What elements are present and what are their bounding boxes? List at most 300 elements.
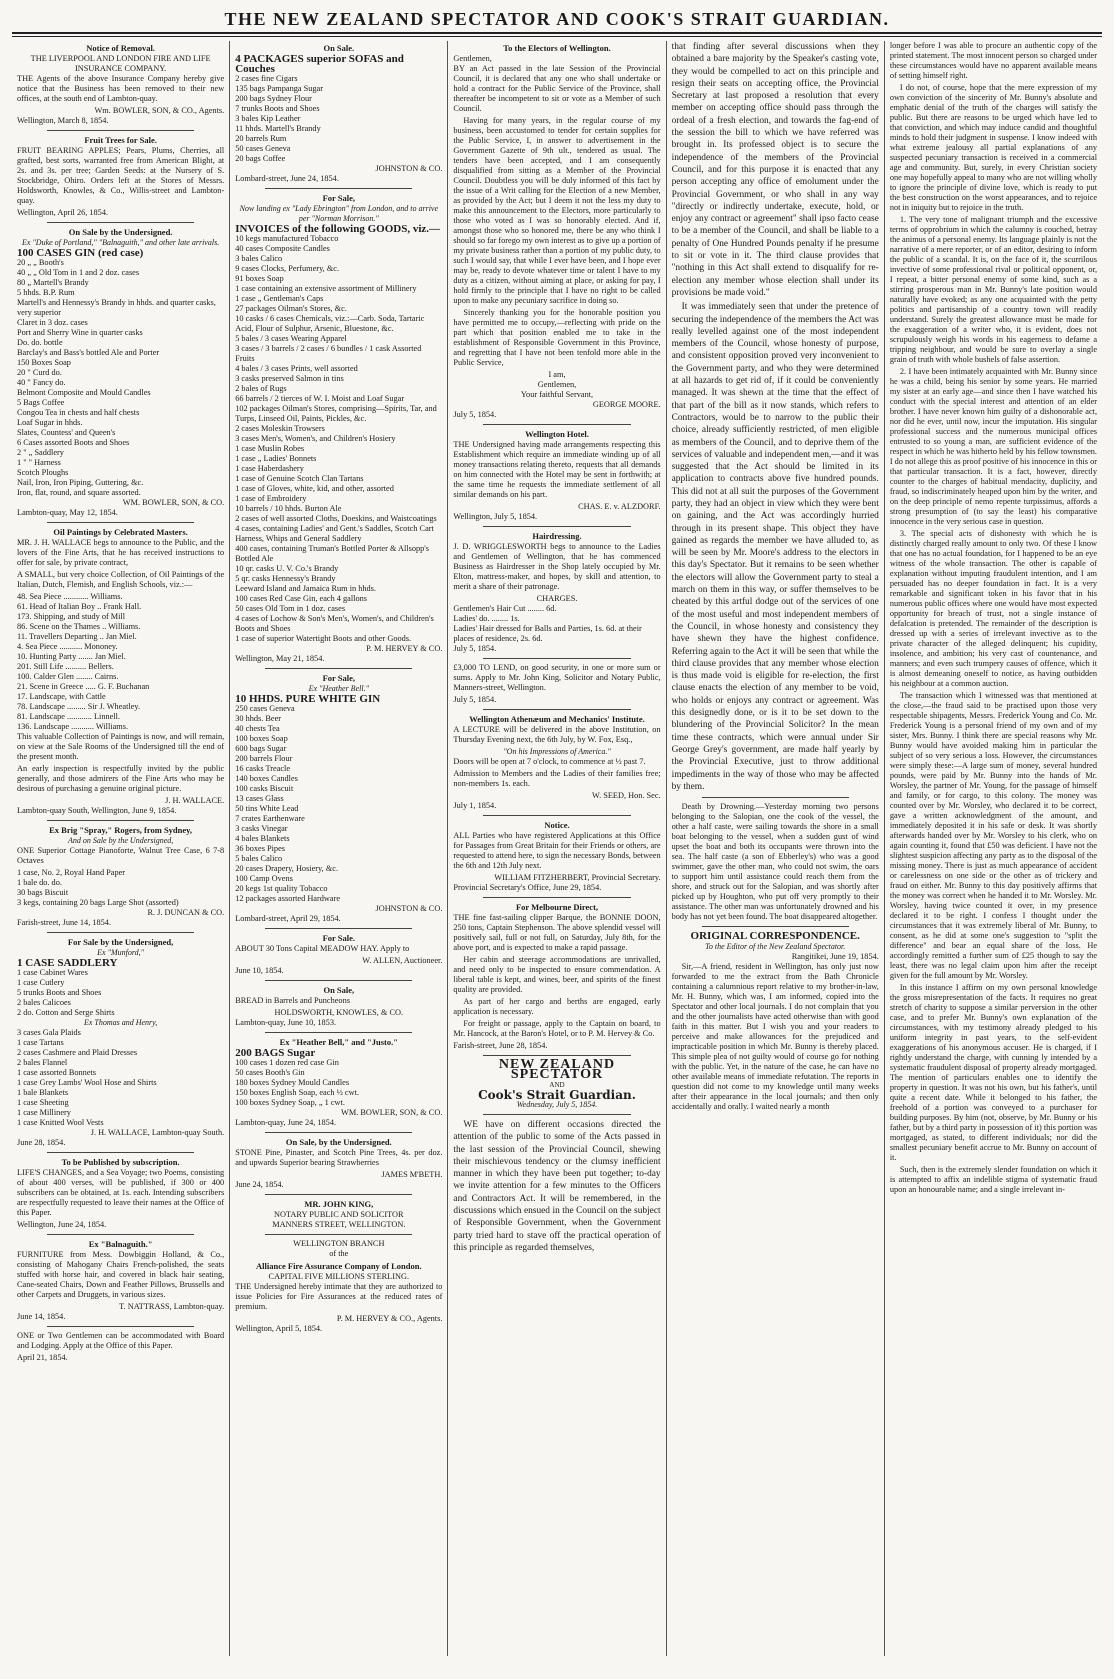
- columns: [12, 41, 1102, 1656]
- divider: [47, 820, 194, 821]
- editorial-text: It was immediately seen that under the pretence of securing the independence of the members the Act was really levelled against one of the most independent members of the Council, whose honesty of purpose, and consistent opposition proved very inconvenient to the Government party, and who they were determined at all hazards to get rid of, if it could be conveniently managed. It was shewn at the time that the effect of that part of the bill as it now stands, which refers to Contractors, would be to narrow to the public their choice, already sufficiently restricted, of men eligible as members of the Council, and to deprive them of the services of valuable and independent men,—and it was suggested that the Act should be limited in its application to contracts above five hundred pounds. This did not at all suit the purposes of the Government party, they had an object in view which they were bent on gaining, and the Act was accordingly hurried through in its present shape. This object they have gained as regards the member we have alluded to, as will be seen by Mr. Moore's address to the electors in this day's Spectator. But it remains to be seen whether the electors will allow the Government party to steal a march on them in this way, or suffer themselves to be cheated by this artful dodge out of the services of one of the most useful and most independent members of the Council, in whose honesty and consistency they have shewn they have the highest confidence. Referring again to the Act it will be seen that while the third clause provides that any member whose election is thus made void is eligible for re-election, the first clause enacts the election of any member to be void, who holds or enjoys any contract or agreement. Was this designedly done, or is it to be set down to the blundering of the Provincial Solicitor? In the mean time these contracts, which were annual under Sir George Grey's government, are made half yearly by the Provincial Executive, just to throw additional impediments in the way of those who may be affected by them.: [671, 302, 879, 792]
- list-item: 2 bales Flannel: [17, 1058, 68, 1067]
- ad-signature: HOLDSWORTH, KNOWLES, & CO.: [274, 1008, 404, 1017]
- ad-signature: W. SEED, Hon. Sec.: [592, 791, 661, 800]
- ad-text: ABOUT 30 Tons Capital MEADOW HAY. Apply to: [235, 944, 410, 953]
- letter-date: Rangitikei, June 19, 1854.: [791, 952, 879, 962]
- list-item: 140 boxes Candles: [235, 774, 298, 783]
- list-item: 4 cases of Lochow & Son's Men's, Women's, and Children's Boots and Shoes: [235, 614, 434, 633]
- ad-date: Lombard-street, April 29, 1854.: [235, 914, 341, 923]
- ad-text: THE Agents of the above Insurance Company hereby give notice that the Business has been removed to their new offices, at the south end of Lambton-quay.: [17, 74, 225, 103]
- list-item: Loaf Sugar in hhds.: [17, 418, 83, 427]
- ad-text: Sincerely thanking you for the honorable position you have permitted me to occupy,—reflecting with pride on the part which that position enabled me to take in the establishment of Responsible Government in this Province, and regretting that I have not been tenfold more able in the Public Service,: [453, 308, 661, 367]
- list-item: Ladies' Hair dressed for Balls and Parties, 1s. 6d. at their places of residence, 2s. 6d.: [453, 624, 642, 643]
- ad-heading: On Sale.: [323, 43, 355, 53]
- ad-signature: P. M. HERVEY & CO., Agents.: [336, 1314, 443, 1323]
- ad-signature: I am,: [548, 370, 566, 379]
- goods-list: [17, 1028, 224, 1128]
- goods-list: [235, 1058, 442, 1108]
- list-item: 7 crates Earthenware: [235, 814, 305, 823]
- divider: [265, 928, 412, 929]
- list-item: 20 cases Drapery, Hosiery, &c.: [235, 864, 339, 873]
- ad-text: ONE Superior Cottage Pianoforte, Walnut Tree Case, 6 7-8 Octaves: [17, 846, 225, 865]
- ad-date: Lambton-quay, June 24, 1854.: [235, 1118, 337, 1127]
- ad-text: MR. J. H. WALLACE begs to announce to the Public, and the lovers of the Fine Arts, that he has received instructions to offer for sale, by private contract,: [17, 538, 225, 567]
- list-item: 4 bales Blankets: [235, 834, 290, 843]
- list-item: 1 case Grey Lambs' Wool Hose and Shirts: [17, 1078, 157, 1087]
- letter-text: I do not, of course, hope that the mere expression of my own conviction of the sincerity of Mr. Bunny's absolute and emphatic denial of the truth of the charges will satisfy the public. But there are reasons to be urged which have led to that conviction, and which may induce candid and thoughtful minds to hold their judgment in suspense. I know indeed with what extreme jealousy all partial explanations of any suspected pecuniary transaction is received in a commercial age and community. But, surely, in every Christian society one may hopefully appeal to many who are not willing wholly to ignore the principle of divine love, which is ready to put the best construction on the worst appearances, and to rejoice not in iniquity but to rejoice in the truth.: [889, 83, 1098, 212]
- list-item: 1 case „ Ladies' Bonnets: [235, 454, 317, 463]
- ad-heading: For Sale,: [322, 673, 356, 683]
- ad-subheading: Ex "Munford,": [97, 948, 145, 957]
- divider: [47, 1152, 194, 1153]
- ad-display-line: 100 CASES GIN (red case): [17, 247, 144, 259]
- list-item: 1 case of Embroidery: [235, 494, 307, 503]
- ad-heading: To be Published by subscription.: [61, 1157, 180, 1167]
- divider: [265, 188, 412, 189]
- list-item: 40 cases Composite Candles: [235, 244, 330, 253]
- correspondence-subheading: To the Editor of the New Zealand Spectator.: [705, 942, 846, 952]
- divider: [483, 526, 630, 527]
- list-item: 135 bags Pampanga Sugar: [235, 84, 323, 93]
- column-1: [12, 41, 230, 1656]
- list-item: 1 case Millinery: [17, 1108, 71, 1117]
- ad-signature: J. H. WALLACE, Lambton-quay South.: [90, 1128, 225, 1137]
- ad-text: ALL Parties who have registered Applications at this Office for Passages from Great Britain for their Friends or others, are requested to attend here, to sign the necessary Bonds, between the 6th and 12th July next.: [453, 831, 661, 870]
- editorial-text: that finding after several discussions when they obtained a bare majority by the Speaker's casting vote, they would be compelled to act on this principle and resign their seats on accepting office, the Provincial Secretary at last proposed a resolution that every member on accepting office should pass through the ordeal of a fresh election, and towards the fag-end of the session the bill to which we have referred was brought in. Its professed object is to secure the independence of the members of the Provincial Council, and for this purpose it is enacted that any person accepting any office of emolument under the Provincial Government, or who shall in any way "directly or indirectly undertake, execute, hold, or enjoy any contract or agreement" shall ipso facto cease to be a member of the Council, and shall be liable to a penalty of One Hundred Pounds penalty if he presume to sit or vote in it. The third clause provides that "nothing in this Act shall extend to disqualify for re-election any member whose election shall under its provisions be made void.": [671, 42, 879, 298]
- list-item: 40 chests Tea: [235, 724, 280, 733]
- ad-signature: R. J. DUNCAN & CO.: [147, 908, 225, 917]
- list-item: 20 barrels Rum: [235, 134, 287, 143]
- ad-signature: WM. BOWLER, SON, & CO.: [341, 1108, 443, 1117]
- list-item: 1 bale do. do.: [17, 878, 62, 887]
- ad-date: April 21, 1854.: [17, 1353, 68, 1362]
- divider: [47, 222, 194, 223]
- ad-date: Lombard-street, June 24, 1854.: [235, 174, 339, 183]
- list-item: 3 kegs, containing 20 bags Large Shot (assorted): [17, 898, 179, 907]
- list-item: 4 cases, containing Ladies' and Gent.'s Saddles, Scotch Cart Harness, Whips and General Saddlery: [235, 524, 434, 543]
- ad-display-line: 200 BAGS Sugar: [235, 1047, 316, 1059]
- ad-text: BY an Act passed in the late Session of the Provincial Council, it is declared that any one who shall undertake or hold a contract for the Public Service of the Province, shall thereafter be incompetent to sit or vote as a Member of such Council.: [453, 64, 661, 113]
- editorial-date: Wednesday, July 5, 1854.: [516, 1100, 598, 1109]
- editorial-text: WE have on different occasions directed the attention of the public to some of the Acts passed in the last session of the Provincial Council, shewing their mischievous tendency or the clumsy inefficient manner in which they have been put together; to-day we invite attention for a few minutes to the Officers and Contractors Act. It will be remembered, in the discussions which ensued in the Council on the subject of Responsible Government, when the Government party tried hard to stave off the practical operation of this principle as regarded themselves,: [453, 1120, 661, 1253]
- divider: [265, 1132, 412, 1133]
- editorial-title-and: AND: [549, 1081, 565, 1089]
- correspondence-heading: ORIGINAL CORRESPONDENCE.: [690, 930, 860, 943]
- ad-subheading: NOTARY PUBLIC AND SOLICITOR: [274, 1210, 404, 1219]
- list-item: 1 " " Harness: [17, 458, 61, 467]
- letter-text: In this instance I affirm on my own personal knowledge the gross misrepresentation of the facts. It requires no great stretch of charity to suppose a similar perversion in the other case, and to prefer Mr. Bunny's own explanation of the circumstances, with my testimony already pledged to his uniform integrity in past years, to the self-evident exaggerations of his anonymous accuser. He is charged, if I rightly understand the charge, with cunning ly intended by a systematic fraudulent disposal of property already mortgaged. The mention of particulars enables one to identify the property in question. It was not his own, but his father's, until quite a recent date. While it belonged to his father, the freehold of a portion was conveyed to a purchaser for building purposes. By him (not, observe, by Mr. Bunny or his father, but by a third party in possession of it) this portion was mortgaged, as stated, to different individuals; nor did the smallest pecuniary benefit accrue to Mr. Bunny on account of it.: [889, 983, 1098, 1162]
- ad-text: THE Undersigned hereby intimate that they are authorized to issue Policies for Fire Assurances at the reduced rates of premium.: [235, 1282, 443, 1311]
- list-item: 21. Scene in Greece ..... G. F. Buchanan: [17, 682, 150, 691]
- ad-date: June 24, 1854.: [235, 1180, 284, 1189]
- ad-subheading: And on Sale by the Undersigned,: [67, 836, 174, 845]
- ad-heading: MR. JOHN KING,: [304, 1199, 374, 1209]
- ad-signature: T. NATTRASS, Lambton-quay.: [119, 1302, 225, 1311]
- divider: [483, 897, 630, 898]
- list-item: 2 cases fine Cigars: [235, 74, 298, 83]
- list-item: 40 " Fancy do.: [17, 378, 66, 387]
- ad-signature: JOHNSTON & CO.: [375, 904, 443, 913]
- ad-display-line: 1 CASE SADDLERY: [17, 957, 118, 969]
- list-item: 27 packages Oilman's Stores, &c.: [235, 304, 347, 313]
- divider: [265, 668, 412, 669]
- ad-text: Having for many years, in the regular course of my business, been accustomed to tender for certain supplies for the Public Service, I, in answer to advertisement in the Government Gazette of 9th ult., tendered as usual. The tenders have been accepted, and I am consequently disqualified from sitting as a Member of the Provincial Council. Doubtless you will be duly informed of this fact by the issue of a Writ calling for the Election of a new Member, as provided by the Act; but I deem it not the less my duty to make this announcement to the Electors, more particularly to those who voted as I was so honorably elected. And if, amongst those who so honored me, there be any who think I should so far forego my own interest as to give up a portion of my private business rather than a portion of my public duty, to such I would say, that while I ever have been, and I hope ever may be, ready to devote whatever time or talent I have to my duty as a citizen, without aiming at place, or asking for pay, I hold firmly to the principle that I have no right to be called upon to make any pecuniary sacrifice in doing so.: [453, 116, 661, 305]
- divider: [265, 980, 412, 981]
- list-item: 4. Sea Piece ........... Mononey.: [17, 642, 118, 651]
- list-item: 1 case, No. 2, Royal Hand Paper: [17, 868, 126, 877]
- list-item: 250 cases Geneva: [235, 704, 295, 713]
- list-item: 100. Calder Glen ........ Cairns.: [17, 672, 119, 681]
- ad-heading: Oil Paintings by Celebrated Masters.: [53, 527, 188, 537]
- ad-text: Doors will be open at 7 o'clock, to commence at ½ past 7.: [453, 757, 646, 766]
- ad-text: A SMALL, but very choice Collection, of Oil Paintings of the Italian, Dutch, Flemish, and English Schools, viz.:—: [17, 570, 225, 589]
- list-item: Do. do. bottle: [17, 338, 63, 347]
- ad-heading: Alliance Fire Assurance Company of London.: [256, 1261, 422, 1271]
- list-item: 200 bags Sydney Flour: [235, 94, 312, 103]
- list-item: 61. Head of Italian Boy .. Frank Hall.: [17, 602, 142, 611]
- ad-text: Admission to Members and the Ladies of their families free; non-members 1s. each.: [453, 769, 661, 788]
- ad-date: June 28, 1854.: [17, 1138, 66, 1147]
- list-item: 9 cases Clocks, Perfumery, &c.: [235, 264, 340, 273]
- ad-subheading: CAPITAL FIVE MILLIONS STERLING.: [268, 1272, 410, 1281]
- list-item: Scotch Ploughs: [17, 468, 69, 477]
- goods-list: [17, 868, 224, 908]
- list-item: 78. Landscape ......... Sir J. Wheatley.: [17, 702, 141, 711]
- ad-text: FURNITURE from Mess. Dowbiggin Holland, & Co., consisting of Mahogany Chairs French-polished, the seats stuffed with horse hair, and covered in black hair seating, Cane-seated Chairs, Down and Feather Pillows, Brussells and other Carpets and Druggets, in various sizes.: [17, 1250, 225, 1299]
- goods-list: [235, 704, 442, 904]
- list-item: Port and Sherry Wine in quarter casks: [17, 328, 143, 337]
- ad-subheading: Ex Thomas and Henry,: [83, 1018, 158, 1027]
- list-item: 2 " „ Saddlery: [17, 448, 64, 457]
- list-item: 100 cases 1 dozen red case Gin: [235, 1058, 339, 1067]
- list-item: 3 cases Gala Plaids: [17, 1028, 81, 1037]
- list-item: Claret in 3 doz. cases: [17, 318, 88, 327]
- list-item: 10. Hunting Party ....... Jan Miel.: [17, 652, 126, 661]
- ad-text: An early inspection is respectfully invited by the public generally, and those admirers of the Fine Arts who may be desirous of purchasing a genuine original picture.: [17, 764, 225, 793]
- list-item: 1 case Tartans: [17, 1038, 64, 1047]
- ad-date: Lambton-quay, June 10, 1853.: [235, 1018, 337, 1027]
- list-item: Martell's and Hennessy's Brandy in hhds. and quarter casks, very superior: [17, 298, 216, 317]
- ad-text: This valuable Collection of Paintings is now, and will remain, on view at the Sale Rooms of the Undersigned till the end of the present month.: [17, 732, 225, 761]
- divider: [702, 926, 849, 927]
- ad-signature: CHAS. E. v. ALZDORF.: [578, 502, 661, 511]
- ad-heading: Ex "Heather Bell," and "Justo.": [279, 1037, 398, 1047]
- ad-text: THE fine fast-sailing clipper Barque, the BONNIE DOON, 250 tons, Captain Stephenson. The above splendid vessel will positively sail, full or not full, on Saturday, July 8th, for the above port, and is expected to make a rapid passage.: [453, 913, 661, 952]
- letter-text: The transaction which I witnessed was that mentioned at the close,—the fraud said to be practised upon those very respectable shipagents, Messrs. Frederick Young and Co. Mr. Frederick Young is a personal friend of my own and of my sister, Mrs. Bunny. I think there are special reasons why Mr. Bunny would have avoided making him in particular the subject of so very serious a loss. However, the circumstances were simply these:—A large sum of money, several hundred pounds, were paid by Mr. Bunny into the hands of Mr. Worsley, the partner of Mr. Young, for the passage of himself and family, or for cargo, to this colony. The money was counted over by Mr. Worsley, who declared it to be correct, gave a written acknowledgment of the amount, and immediately deposited it in his safe or desk. It was shortly afterwards handed over by Mr. Worsley to his clerk, who on again counting it, found that £50 was deficient. I have not the slightest suspicion affecting any party as to the disposal of the missing money. There is just as much appearance of accident or carelessness on one side or the other as of trickery and fraud on either. Mr. Bunny to this day positively affirms that the money was correct when he handed it to Mr. Worsley. Mr. Worsley, having twice counted it over, in my presence declared it to be right. I confess I thought under the circumstances that it was extremely liberal of Mr. Bunny, to consent, as he did at some one's suggestion to "split the difference" and bear an equal share of the loss. He accordingly remitted a further sum of £25 though to say the least, there was no legal claim upon him after the receipt given for the full amount by Mr. Worsley.: [889, 691, 1098, 980]
- ad-date: July 1, 1854.: [453, 801, 497, 810]
- list-item: 80 „ Martell's Brandy: [17, 278, 89, 287]
- list-item: 40 „ „ Old Tom in 1 and 2 doz. cases: [17, 268, 140, 277]
- list-item: 150 boxes English Soap, each ½ cwt.: [235, 1088, 359, 1097]
- list-item: 66 barrels / 2 tierces of W. I. Moist and Loaf Sugar: [235, 394, 405, 403]
- list-item: 1 case Cabinet Wares: [17, 968, 88, 977]
- list-item: 10 qr. casks U. V. Co.'s Brandy: [235, 564, 339, 573]
- goods-list: [235, 74, 442, 164]
- divider: [47, 932, 194, 933]
- list-item: 100 casks Biscuit: [235, 784, 294, 793]
- ad-text: A LECTURE will be delivered in the above Institution, on Thursday Evening next, the 6th July, by W. Fox, Esq.,: [453, 725, 661, 744]
- divider: [483, 658, 630, 659]
- list-item: 1 case of superior Watertight Boots and other Goods.: [235, 634, 412, 643]
- list-item: 200 barrels Flour: [235, 754, 293, 763]
- ad-date: Wellington, July 5, 1854.: [453, 512, 538, 521]
- ad-date: June 10, 1854.: [235, 966, 284, 975]
- ad-heading: For Sale,: [322, 193, 356, 203]
- list-item: 30 hhds. Beer: [235, 714, 282, 723]
- ad-text: J. D. WRIGGLESWORTH begs to announce to the Ladies and Gentlemen of Wellington, that he has commenced Business as Hairdresser in the Shop lately occupied by Mr. Elton, mattress-maker, and hopes, by skill and attention, to merit a share of their patronage.: [453, 542, 661, 591]
- list-item: Barclay's and Bass's bottled Ale and Porter: [17, 348, 160, 357]
- list-item: 6 Cases assorted Boots and Shoes: [17, 438, 130, 447]
- letter-text: 3. The special acts of dishonesty with which he is distinctly charged really amount to only two. Of these I know that one has no actual foundation, for I happened to be an eye witness of the whole transaction. The other is capable of explanation without imputing fraudulent intention, and I am persuaded has no deeper foundation in fact. It is a very remarkable and significant token in his favor that in his numerous public offices where one would have most expected opportunity for breach of trust, not a single instance of defalcation is pretended. The remainder of the description is dressed up with a series of irrelevant invective as to the private character of the alleged delinquent; his cupidity, insolence, and ambition; his very cast of countenance, and manners; and even such trumpery causes of offence, which it is almost demeaning oneself to notice, as having outbidden his neighbour at a common auction.: [889, 529, 1098, 688]
- paintings-list: [17, 592, 224, 732]
- divider: [483, 1055, 630, 1056]
- list-item: 11 hhds. Martell's Brandy: [235, 124, 321, 133]
- ad-text: £3,000 TO LEND, on good security, in one or more sum or sums. Apply to Mr. John King, Solicitor and Notary Public, Manners-street, Wellington.: [453, 663, 661, 692]
- ad-date: July 5, 1854.: [453, 695, 497, 704]
- list-item: 30 bags Biscuit: [17, 888, 69, 897]
- list-item: 10 kegs manufactured Tobacco: [235, 234, 339, 243]
- list-item: 1 case of Genuine Scotch Clan Tartans: [235, 474, 364, 483]
- list-item: 10 barrels / 10 hhds. Burton Ale: [235, 504, 342, 513]
- editorial-title-guardian: Cook's Strait Guardian.: [478, 1088, 636, 1102]
- ad-date: Lambton-quay, May 12, 1854.: [17, 508, 118, 517]
- ad-heading: For Sale.: [322, 933, 356, 943]
- ad-date: Farish-street, June 28, 1854.: [453, 1041, 548, 1050]
- list-item: 400 cases, containing Truman's Bottled Porter & Allsopp's Bottled Ale: [235, 544, 430, 563]
- masthead-rule: [12, 32, 1102, 37]
- list-item: 180 boxes Sydney Mould Candles: [235, 1078, 350, 1087]
- list-item: 5 hhds. B.P. Rum: [17, 288, 75, 297]
- divider: [265, 1032, 412, 1033]
- list-item: Gentlemen's Hair Cut ........ 6d.: [453, 604, 557, 613]
- ad-subheading: Now landing ex "Lady Ebrington" from London, and to arrive per "Norman Morrison.": [239, 204, 439, 223]
- ad-subheading: THE LIVERPOOL AND LONDON FIRE AND LIFE INSURANCE COMPANY.: [30, 54, 211, 73]
- ad-signature: JAMES M'BETH.: [381, 1170, 443, 1179]
- ad-date: Farish-street, June 14, 1854.: [17, 918, 112, 927]
- divider: [483, 1114, 630, 1115]
- list-item: 2 bales Calicoes: [17, 998, 71, 1007]
- letter-text: longer before I was able to procure an authentic copy of the printed statement. The most innocent person so charged under these circumstances would have no apparent available means of setting himself right.: [889, 41, 1098, 80]
- goods-list: [235, 234, 442, 644]
- ad-date: Wellington, April 26, 1854.: [17, 208, 109, 217]
- list-item: 100 boxes Sydney Soap, „ 1 cwt.: [235, 1098, 345, 1107]
- list-item: 5 qr. casks Hennessy's Brandy: [235, 574, 336, 583]
- letter-text: 2. I have been intimately acquainted with Mr. Bunny since he was a child, being his senior by some years. He married my sister at an early age—and since then I have watched his conduct with the special interest and attention of an elder brother. I have never known him guilty of a dishonorable act, nor did he ever, until now, incur the imputation. His singular professional success and the numerous municipal offices entrusted to so young a man, are sufficient evidence of the respect in which he was hitherto held by his fellow townsmen. I do not allege this as proof positive of his innocence in this or that particular transaction. It is a fact, however, directly counter to the charges of habitual mendacity, duplicity, and fraud, so indiscriminately heaped upon him by the writer, and on the deep principle of nemo repente turpissimus, affords a strong presumption of (to say the least) his comparative innocence in the very serious case in question.: [889, 367, 1098, 526]
- list-item: 5 trunks Boots and Shoes: [17, 988, 102, 997]
- list-item: 1 case of Gloves, white, kid, and other, assorted: [235, 484, 394, 493]
- ad-signature: WILLIAM FITZHERBERT, Provincial Secretary.: [494, 873, 661, 882]
- list-item: 2 do. Cotton and Serge Shirts: [17, 1008, 115, 1017]
- ad-heading: Notice.: [544, 820, 570, 830]
- ad-heading: On Sale, by the Undersigned.: [285, 1137, 392, 1147]
- ad-signature: P. M. HERVEY & CO.: [366, 644, 443, 653]
- list-item: 201. Still Life .......... Bellers.: [17, 662, 114, 671]
- divider: [483, 424, 630, 425]
- ad-heading: Ex Brig "Spray," Rogers, from Sydney,: [49, 825, 193, 835]
- goods-list: [17, 968, 224, 1018]
- list-item: Leeward Island and Jamaica Rum in hhds.: [235, 584, 376, 593]
- list-item: 1 case assorted Bonnets: [17, 1068, 97, 1077]
- ad-subheading: Ex "Heather Bell.": [308, 684, 369, 693]
- list-item: 50 cases Old Tom in 1 doz. cases: [235, 604, 346, 613]
- ad-text: THE Undersigned having made arrangements respecting this Establishment which require an immediate winding up of all money transactions relating thereto, requests that all demands on him connected with the Hotel may be sent in forthwith; at the same time he requests the immediate settlement of all similar demands on his part.: [453, 440, 661, 499]
- list-item: 600 bags Sugar: [235, 744, 287, 753]
- ad-date: Wellington, June 24, 1854.: [17, 1220, 107, 1229]
- list-item: 20 bags Coffee: [235, 154, 286, 163]
- list-item: Ladies' do. ........ 1s.: [453, 614, 520, 623]
- ad-text: BREAD in Barrels and Puncheons: [235, 996, 350, 1005]
- ad-text: LIFE'S CHANGES, and a Sea Voyage; two Poems, consisting of about 400 verses, will be published, if 300 or 400 subscribers can be obtained, at 1s. each. Intending subscribers are respectfully requested to leave their names at the Office of this Paper.: [17, 1168, 225, 1217]
- ad-signature: JOHNSTON & CO.: [375, 164, 443, 173]
- ad-heading: Ex "Balnaguith.": [88, 1239, 153, 1249]
- editorial-title: NEW ZEALAND SPECTATOR: [498, 1057, 616, 1082]
- ad-text: For freight or passage, apply to the Captain on board, to Mr. Hancock, at the Baron's Hotel, or to P. M. Hervey & Co.: [453, 1019, 661, 1038]
- ad-signature: W. ALLEN, Auctioneer.: [362, 956, 443, 965]
- list-item: 4 bales / 3 cases Prints, well assorted: [235, 364, 358, 373]
- list-item: 1 case Haberdashery: [235, 464, 304, 473]
- ad-subheading: CHARGES.: [536, 594, 578, 603]
- ad-subheading: of the: [329, 1249, 349, 1258]
- list-item: 2 cases Cashmere and Plaid Dresses: [17, 1048, 138, 1057]
- divider: [47, 522, 194, 523]
- list-item: 5 bales / 3 cases Wearing Apparel: [235, 334, 347, 343]
- newspaper-page: [12, 8, 1102, 1658]
- list-item: 11. Travellers Departing .. Jan Miel.: [17, 632, 137, 641]
- list-item: 1 case Cutlery: [17, 978, 65, 987]
- divider: [47, 130, 194, 131]
- ad-date: Wellington, March 8, 1854.: [17, 116, 109, 125]
- divider: [265, 1234, 412, 1235]
- ad-subheading: Ex "Duke of Portland," "Balnaguith," and other late arrivals.: [22, 238, 220, 247]
- list-item: Nail, Iron, Iron Piping, Guttering, &c.: [17, 478, 144, 487]
- list-item: 2 cases of well assorted Cloths, Doeskins, and Waistcoatings: [235, 514, 437, 523]
- ad-date: Provincial Secretary's Office, June 29, 1854.: [453, 883, 602, 892]
- ad-heading: On Sale,: [323, 985, 355, 995]
- ad-heading: For Sale by the Undersigned,: [67, 937, 174, 947]
- list-item: 50 cases Booth's Gin: [235, 1068, 305, 1077]
- list-item: Congou Tea in chests and half chests: [17, 408, 140, 417]
- list-item: 20 kegs 1st quality Tobacco: [235, 884, 328, 893]
- list-item: 91 boxes Soap: [235, 274, 284, 283]
- ad-heading: Notice of Removal.: [86, 43, 155, 53]
- letter-text: Such, then is the extremely slender foundation on which it is attempted to affix an indelible stigma of systematic fraud upon an honourable name; and a single irrelevant in-: [889, 1165, 1098, 1194]
- letter-text: 1. The very tone of malignant triumph and the excessive terms of opprobrium in which the calumny is couched, betray the animus of a personal enemy. Its language plainly is not the narrative of a mere reporter, or of an editor, desiring to inform the public of a scandal. It is, on the face of it, the scurrilous invective of some professional rival or political opponent, or, I repeat, a bitter personal enemy of some kind, such as a stirring prosperous man in Mr. Bunny's late position would naturally have evoked; as any one acquainted with the petty politics and partisanship of a country town will readily understand. Surely the greatest allowance must be made for the exaggeration of a writer who, it is evident, does not scrupulously weigh his words in his eagerness to defame a tripping neighbour, and would be sure to overlay a single grain of truth with whole bushels of false assertion.: [889, 215, 1098, 364]
- ad-heading: For Melbourne Direct,: [515, 902, 599, 912]
- list-item: 13 cases Glass: [235, 794, 284, 803]
- list-item: 86. Scene on the Thames .. Williams.: [17, 622, 141, 631]
- list-item: 3 casks Vinegar: [235, 824, 288, 833]
- list-item: 48. Sea Piece ............ Williams.: [17, 592, 123, 601]
- column-5: [885, 41, 1102, 1656]
- list-item: 50 cases Geneva: [235, 144, 291, 153]
- ad-heading: Wellington Athenæum and Mechanics' Institute.: [469, 714, 645, 724]
- ad-display-line: INVOICES of the following GOODS, viz.—: [235, 223, 441, 235]
- ad-heading: To the Electors of Wellington.: [503, 43, 611, 53]
- ad-display-line: 10 HHDS. PURE WHITE GIN: [235, 693, 381, 705]
- list-item: Iron, flat, round, and square assorted.: [17, 488, 141, 497]
- column-4: [667, 41, 885, 1656]
- news-item: Death by Drowning.—Yesterday morning two persons belonging to the Salopian, one the cook of the vessel, the other a half caste, were sailing towards the shore in a small boat belonging to the vessel, when a sudden gust of wind upset the boat and both its occupants were thrown into the sea. The half caste (a son of Ebberley's) who was a good swimmer, gave the other man, who could not swim, the oars to support him until assistance could reach them from the shore, and struck out for the Salopian, and was shortly after picked up by Houghton, who put off very promptly to their assistance. The other man was unfortunately drowned and his body has not yet been found. The boat disappeared altogether.: [671, 802, 879, 922]
- ad-signature: Gentlemen,: [537, 380, 577, 389]
- list-item: 173. Shipping, and study of Mill: [17, 612, 126, 621]
- divider: [47, 1234, 194, 1235]
- list-item: 102 packages Oilman's Stores, comprising—Spirits, Tar, and Turps, Linseed Oil, Paints, Pickles, &c.: [235, 404, 437, 423]
- list-item: 3 casks preserved Salmon in tins: [235, 374, 344, 383]
- ad-text: FRUIT BEARING APPLES; Pears, Plums, Cherries, all grafted, best sorts, warranted free from American Blight, at 2s. and 3s. per tree; Garden Seeds: at the Nursery of S. Stockbridge, Ohiro. Orders left at the Stores of Messrs. Holdsworth, Knowles, & Co., Willis-street and Lambton-quay.: [17, 146, 225, 205]
- ad-text: As part of her cargo and berths are engaged, early application is necessary.: [453, 997, 661, 1016]
- list-item: 100 cases Red Case Gin, each 4 gallons: [235, 594, 367, 603]
- divider: [483, 709, 630, 710]
- list-item: 1 case containing an extensive assortment of Millinery: [235, 284, 417, 293]
- list-item: 3 bales Kip Leather: [235, 114, 301, 123]
- masthead: THE NEW ZEALAND SPECTATOR AND COOK'S STRAIT GUARDIAN.: [224, 9, 890, 29]
- list-item: 3 cases Men's, Women's, and Children's Hosiery: [235, 434, 396, 443]
- ad-text: ONE or Two Gentlemen can be accommodated with Board and Lodging. Apply at the Office of this Paper.: [17, 1331, 225, 1350]
- list-item: 5 bales Calico: [235, 854, 283, 863]
- list-item: 3 cases / 3 barrels / 2 cases / 6 bundles / 1 cask Assorted Fruits: [235, 344, 422, 363]
- list-item: 1 bale Blankets: [17, 1088, 69, 1097]
- ad-display-line: 4 PACKAGES superior SOFAS and Couches: [235, 53, 404, 75]
- divider: [702, 797, 849, 798]
- ad-subheading: "On his Impressions of America.": [503, 747, 611, 756]
- ad-text: STONE Pine, Pinaster, and Scotch Pine Trees, 4s. per doz. and upwards Superior bearing Strawberries: [235, 1148, 443, 1167]
- ad-date: July 5, 1854.: [453, 644, 497, 653]
- list-item: 16 casks Treacle: [235, 764, 291, 773]
- list-item: 100 boxes Soap: [235, 734, 288, 743]
- ad-signature: WM. BOWLER, SON, & CO.: [122, 498, 225, 507]
- list-item: 1 case „ Gentleman's Caps: [235, 294, 324, 303]
- goods-list: [17, 258, 224, 498]
- list-item: 2 bales of Rugs: [235, 384, 287, 393]
- ad-signature: Wm. BOWLER, SON, & CO., Agents.: [94, 106, 225, 115]
- list-item: 7 trunks Boots and Shoes: [235, 104, 320, 113]
- charges-list: [453, 604, 660, 644]
- list-item: 1 case Muslin Robes: [235, 444, 305, 453]
- list-item: 20 „ „ Booth's: [17, 258, 64, 267]
- ad-signature: GEORGE MOORE.: [592, 400, 661, 409]
- list-item: 150 Boxes Soap: [17, 358, 71, 367]
- list-item: 81. Landscape ............ Linnell.: [17, 712, 120, 721]
- divider: [265, 1194, 412, 1195]
- list-item: 2 cases Moleskin Trowsers: [235, 424, 325, 433]
- list-item: Belmont Composite and Mould Candles: [17, 388, 151, 397]
- list-item: 100 Camp Ovens: [235, 874, 293, 883]
- list-item: 12 packages assorted Hardware: [235, 894, 341, 903]
- ad-subheading: MANNERS STREET, WELLINGTON.: [272, 1220, 406, 1229]
- list-item: 36 boxes Pipes: [235, 844, 285, 853]
- divider: [47, 1326, 194, 1327]
- ad-date: Lambton-quay South, Wellington, June 9, 1854.: [17, 806, 177, 815]
- ad-date: Wellington, May 21, 1854.: [235, 654, 325, 663]
- list-item: 136. Landscape ........... Williams.: [17, 722, 129, 731]
- ad-signature: J. H. WALLACE.: [165, 796, 225, 805]
- ad-heading: Wellington Hotel.: [525, 429, 589, 439]
- ad-date: July 5, 1854.: [453, 410, 497, 419]
- ad-signature: Your faithful Servant,: [520, 390, 594, 399]
- list-item: 3 bales Calico: [235, 254, 283, 263]
- list-item: 20 " Curd do.: [17, 368, 62, 377]
- salutation: Gentlemen,: [453, 54, 492, 63]
- list-item: 10 casks / 6 cases Chemicals, viz.:—Carb. Soda, Tartaric Acid, Flour of Sulphur, Arsenic, Bluestone, &c.: [235, 314, 425, 333]
- list-item: Slates, Countess' and Queen's: [17, 428, 116, 437]
- ad-heading: Hairdressing.: [532, 531, 582, 541]
- list-item: 17. Landscape, with Cattle: [17, 692, 106, 701]
- list-item: 50 tins White Lead: [235, 804, 299, 813]
- ad-text: Her cabin and steerage accommodations are unrivalled, and need only to be inspected to ensure commendation. A liberal table is kept, and wines, beer, and spirits of the finest quality are provided.: [453, 955, 661, 994]
- list-item: 5 Bags Coffee: [17, 398, 65, 407]
- column-2: [230, 41, 448, 1656]
